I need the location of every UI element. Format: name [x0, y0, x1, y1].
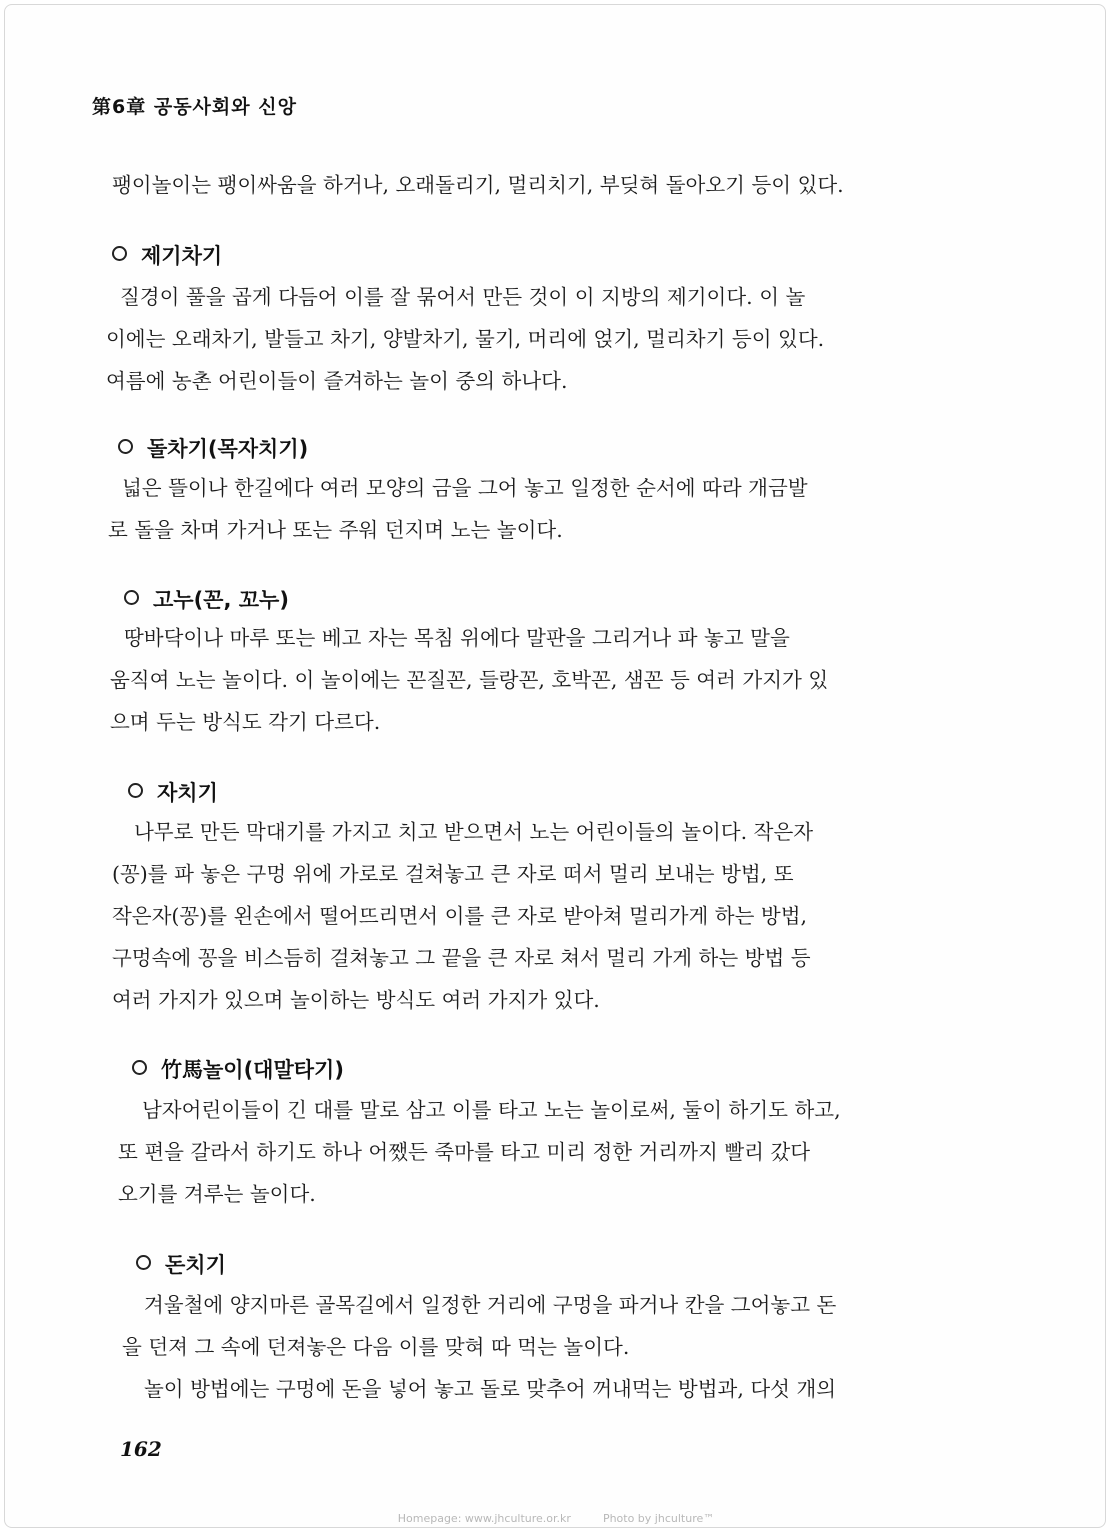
text-line: 겨울철에 양지마른 골목길에서 일정한 거리에 구멍을 파거나 칸을 그어놓고 돈 [144, 1293, 837, 1317]
text-line: 으며 두는 방식도 각기 다르다. [110, 710, 381, 734]
text-line: 로 돌을 차며 가거나 또는 주워 던지며 노는 놀이다. [108, 518, 563, 542]
text-line: 구멍속에 꽁을 비스듬히 걸쳐놓고 그 끝을 큰 자로 쳐서 멀리 가게 하는 방법 등 [112, 946, 811, 970]
heading-text: 제기차기 [141, 244, 223, 268]
text-line: 땅바닥이나 마루 또는 베고 자는 목침 위에다 말판을 그리거나 파 놓고 말을 [124, 626, 790, 650]
circle-bullet-icon [136, 1255, 151, 1270]
text-line: 나무로 만든 막대기를 가지고 치고 받으면서 노는 어린이들의 놀이다. 작은자 [134, 820, 814, 844]
text-line: 또 편을 갈라서 하기도 하나 어쨌든 죽마를 타고 미리 정한 거리까지 빨리 갔다 [118, 1140, 811, 1164]
heading-text: 돈치기 [165, 1253, 226, 1277]
text-line: 놀이 방법에는 구멍에 돈을 넣어 놓고 돌로 맞추어 꺼내먹는 방법과, 다섯 개의 [144, 1377, 837, 1401]
circle-bullet-icon [112, 246, 127, 261]
footer-photo-credit: Photo by jhculture™ [602, 1512, 715, 1525]
section-paragraph-jukma [118, 1089, 1004, 1215]
heading-text: 자치기 [157, 781, 218, 805]
text-line: 여름에 농촌 어린이들이 즐겨하는 놀이 중의 하나다. [106, 369, 568, 393]
circle-bullet-icon [128, 783, 143, 798]
section-heading-dolchagi [118, 433, 308, 463]
intro-paragraph [112, 164, 982, 206]
footer [0, 1512, 1112, 1525]
text-line: 이에는 오래차기, 발들고 차기, 양발차기, 물기, 머리에 얹기, 멀리차기 등이 있다. [106, 327, 825, 351]
text-line: 여러 가지가 있으며 놀이하는 방식도 여러 가지가 있다. [112, 988, 600, 1012]
circle-bullet-icon [132, 1060, 147, 1075]
footer-homepage: Homepage: www.jhculture.or.kr [397, 1512, 571, 1525]
heading-text: 고누(꼰, 꼬누) [153, 588, 289, 612]
text-line: 질경이 풀을 곱게 다듬어 이를 잘 묶어서 만든 것이 이 지방의 제기이다. 이 놀 [120, 285, 806, 309]
text-line: 넓은 뜰이나 한길에다 여러 모양의 금을 그어 놓고 일정한 순서에 따라 개금발 [122, 476, 808, 500]
section-paragraph-gonu [110, 617, 1000, 743]
section-heading-donchigi [136, 1249, 226, 1279]
text-line: 움직여 노는 놀이다. 이 놀이에는 꼰질꼰, 들랑꼰, 호박꼰, 샘꼰 등 여러 가지가 있 [110, 668, 829, 692]
section-heading-jukma [132, 1054, 344, 1084]
text-line: (꽁)를 파 놓은 구멍 위에 가로로 걸쳐놓고 큰 자로 떠서 멀리 보내는 방법, 또 [112, 862, 794, 886]
section-heading-gonu [124, 584, 289, 614]
circle-bullet-icon [124, 590, 139, 605]
section-heading-jegichagi [112, 240, 222, 270]
section-paragraph-jachigi [112, 811, 1002, 1021]
text-line: 남자어린이들이 긴 대를 말로 삼고 이를 타고 노는 놀이로써, 둘이 하기도 하고, [142, 1098, 841, 1122]
page-number: 162 [120, 1437, 162, 1461]
circle-bullet-icon [118, 439, 133, 454]
section-paragraph-dolchagi [108, 467, 1000, 551]
heading-text: 돌차기(목자치기) [147, 437, 309, 461]
section-paragraph-jegichagi [106, 276, 1000, 402]
text-line: 을 던져 그 속에 던져놓은 다음 이를 맞혀 따 먹는 놀이다. [122, 1335, 630, 1359]
text-line: 작은자(꽁)를 왼손에서 떨어뜨리면서 이를 큰 자로 받아쳐 멀리가게 하는 방법, [112, 904, 808, 928]
text-line: 팽이놀이는 팽이싸움을 하거나, 오래돌리기, 멀리치기, 부딪혀 돌아오기 등이 있다. [112, 173, 844, 197]
text-line: 오기를 겨루는 놀이다. [118, 1182, 316, 1206]
section-heading-jachigi [128, 777, 218, 807]
heading-text: 竹馬놀이(대말타기) [161, 1058, 344, 1082]
section-paragraph-donchigi [122, 1284, 1004, 1410]
running-head: 第6章 공동사회와 신앙 [92, 96, 297, 118]
